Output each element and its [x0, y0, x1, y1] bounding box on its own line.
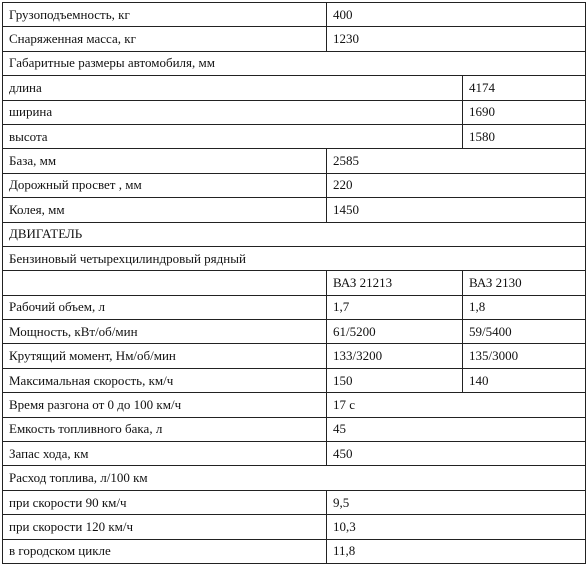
parameter-label-cell: Запас хода, км	[3, 442, 327, 466]
parameter-label-cell: Мощность, кВт/об/мин	[3, 320, 327, 344]
parameter-value-cell: 450	[327, 442, 586, 466]
parameter-value-cell: 10,3	[327, 515, 586, 539]
table-row	[3, 295, 586, 319]
engine-1-value-cell: 150	[327, 368, 463, 392]
table-row	[3, 417, 586, 441]
table-row	[3, 393, 586, 417]
parameter-value-cell: 1580	[463, 124, 586, 148]
parameter-label-cell: Снаряженная масса, кг	[3, 27, 327, 51]
table-row	[3, 51, 586, 75]
table-row	[3, 222, 586, 246]
parameter-value-cell: 9,5	[327, 490, 586, 514]
parameter-label-cell: высота	[3, 124, 463, 148]
engine-2-value-cell: ВАЗ 2130	[463, 271, 586, 295]
section-header-cell: Расход топлива, л/100 км	[3, 466, 586, 490]
parameter-label-cell: Крутящий момент, Нм/об/мин	[3, 344, 327, 368]
parameter-label-cell: при скорости 90 км/ч	[3, 490, 327, 514]
parameter-value-cell: 4174	[463, 76, 586, 100]
parameter-label-cell: Дорожный просвет , мм	[3, 173, 327, 197]
specifications-table-body	[3, 3, 586, 564]
engine-1-value-cell: ВАЗ 21213	[327, 271, 463, 295]
table-row	[3, 100, 586, 124]
parameter-label-cell: в городском цикле	[3, 539, 327, 563]
table-row	[3, 3, 586, 27]
table-row	[3, 368, 586, 392]
section-header-cell: Бензиновый четырехцилиндровый рядный	[3, 246, 586, 270]
engine-2-value-cell: 59/5400	[463, 320, 586, 344]
table-row	[3, 76, 586, 100]
engine-2-value-cell: 140	[463, 368, 586, 392]
parameter-value-cell: 1690	[463, 100, 586, 124]
parameter-label-cell: Колея, мм	[3, 198, 327, 222]
table-row	[3, 320, 586, 344]
parameter-label-cell: Максимальная скорость, км/ч	[3, 368, 327, 392]
section-header-cell: ДВИГАТЕЛЬ	[3, 222, 586, 246]
parameter-value-cell: 2585	[327, 149, 586, 173]
parameter-value-cell: 11,8	[327, 539, 586, 563]
table-row	[3, 539, 586, 563]
table-row	[3, 442, 586, 466]
section-header-cell: Габаритные размеры автомобиля, мм	[3, 51, 586, 75]
engine-2-value-cell: 135/3000	[463, 344, 586, 368]
parameter-label-cell: Время разгона от 0 до 100 км/ч	[3, 393, 327, 417]
parameter-label-cell: ширина	[3, 100, 463, 124]
parameter-label-cell: База, мм	[3, 149, 327, 173]
parameter-value-cell: 220	[327, 173, 586, 197]
parameter-label-cell	[3, 271, 327, 295]
parameter-label-cell: Рабочий объем, л	[3, 295, 327, 319]
table-row	[3, 246, 586, 270]
table-row	[3, 466, 586, 490]
table-row	[3, 173, 586, 197]
engine-1-value-cell: 1,7	[327, 295, 463, 319]
table-row	[3, 198, 586, 222]
engine-2-value-cell: 1,8	[463, 295, 586, 319]
parameter-value-cell: 400	[327, 3, 586, 27]
engine-1-value-cell: 133/3200	[327, 344, 463, 368]
parameter-value-cell: 1450	[327, 198, 586, 222]
parameter-label-cell: Грузоподъемность, кг	[3, 3, 327, 27]
table-row	[3, 344, 586, 368]
table-row	[3, 490, 586, 514]
specifications-table	[2, 2, 586, 564]
parameter-label-cell: длина	[3, 76, 463, 100]
parameter-label-cell: Емкость топливного бака, л	[3, 417, 327, 441]
parameter-value-cell: 1230	[327, 27, 586, 51]
table-row	[3, 27, 586, 51]
parameter-value-cell: 45	[327, 417, 586, 441]
parameter-value-cell: 17 с	[327, 393, 586, 417]
table-row	[3, 124, 586, 148]
table-row	[3, 271, 586, 295]
table-row	[3, 149, 586, 173]
table-row	[3, 515, 586, 539]
engine-1-value-cell: 61/5200	[327, 320, 463, 344]
parameter-label-cell: при скорости 120 км/ч	[3, 515, 327, 539]
